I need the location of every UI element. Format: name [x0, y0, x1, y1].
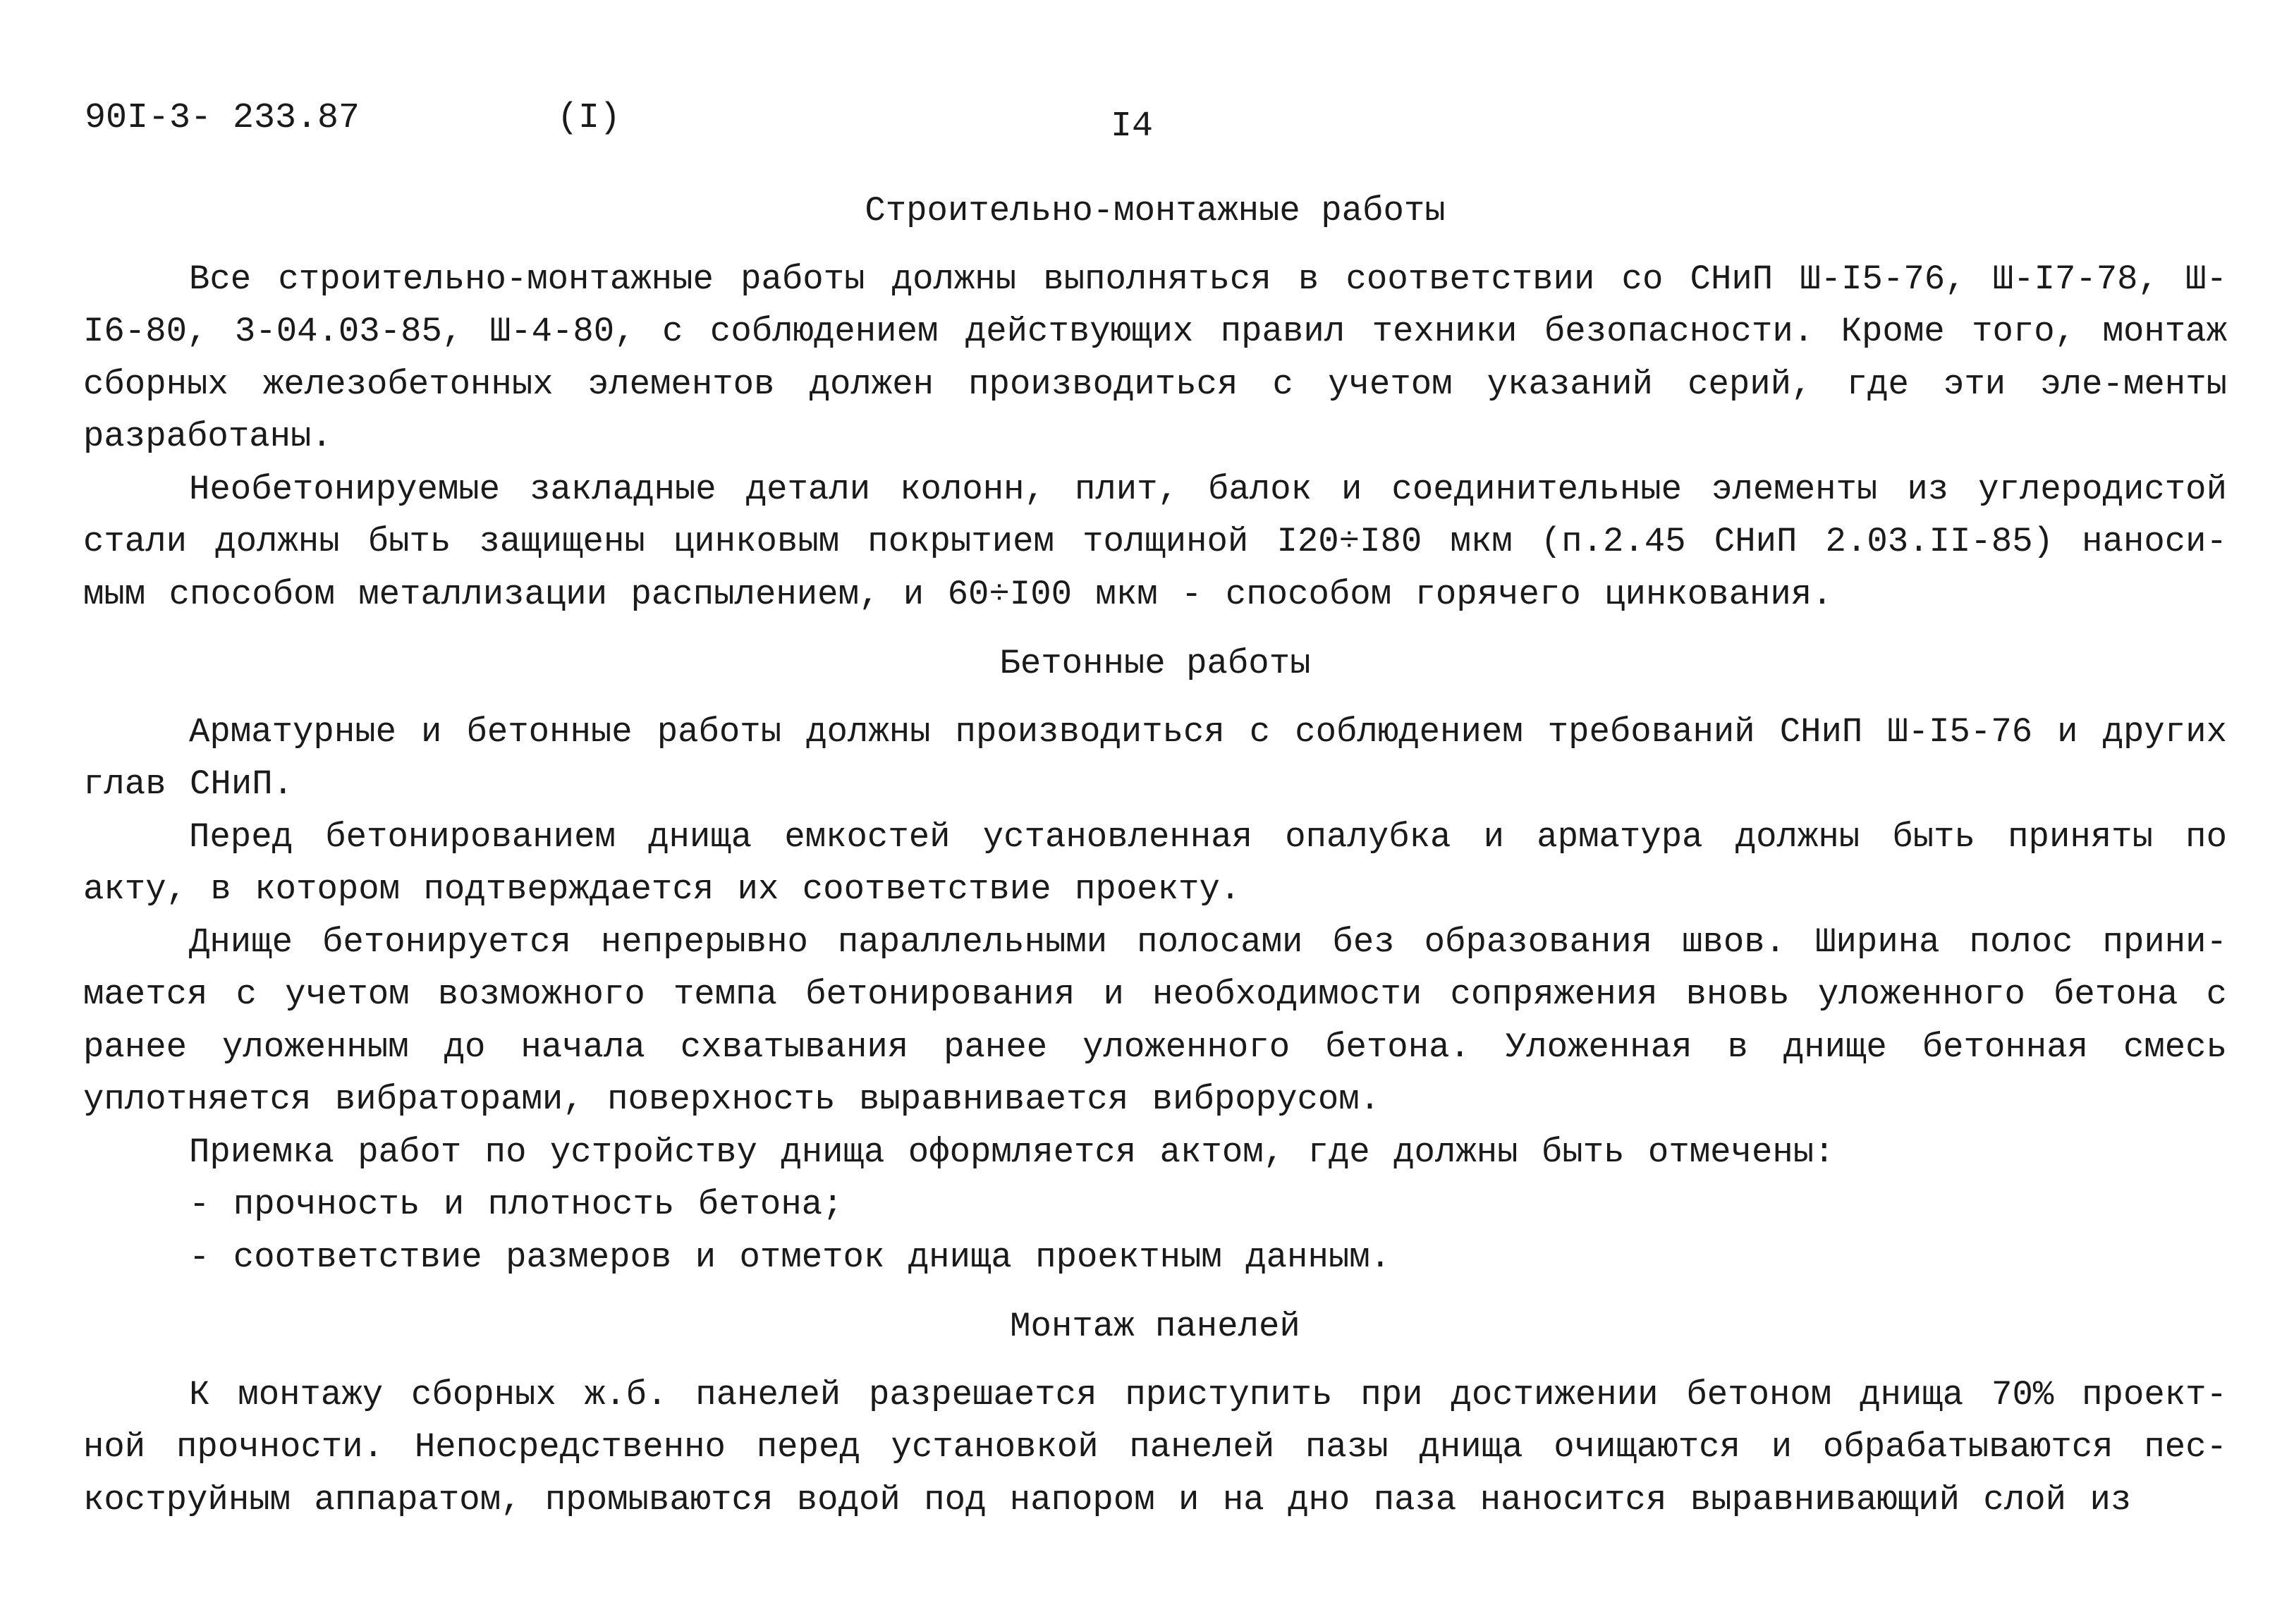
paragraph: Арматурные и бетонные работы должны производиться с соблюдением требований СНиП Ш-I5-76 и других глав СНиП. — [83, 712, 2227, 804]
paragraph: Все строительно-монтажные работы должны выполняться в соответствии со СНиП Ш-I5-76, Ш-I7-78, Ш-I6-80, 3-04.03-85, Ш-4-80, с соблюдением действующих правил техники безопасности. Кроме того, монтаж сборных железобетонных элементов должен производиться с учетом указаний серий, где эти эле-менты разработаны. — [83, 259, 2227, 456]
list-item: - прочность и плотность бетона; — [189, 1185, 843, 1224]
section-heading: Монтаж панелей — [1010, 1307, 1300, 1346]
paragraph: Приемка работ по устройству днища оформляется актом, где должны быть отмечены: — [189, 1132, 1835, 1172]
document-body — [83, 185, 2227, 1543]
section-panel-installation — [83, 1300, 2227, 1526]
paragraph: Перед бетонированием днища емкостей установленная опалубка и арматура должны быть приняты по акту, в котором подтверждается их соответствие проекту. — [83, 817, 2227, 909]
document-code: 90I-3- 233.87 — [85, 98, 360, 138]
paragraph: Днище бетонируется непрерывно параллельными полосами без образования швов. Ширина полос прини-мается с учетом возможного темпа бетонирования и необходимости сопряжения вновь уложенного бетона с ранее уложенным до начала схватывания ранее уложенного бетона. Уложенная в днище бетонная смесь уплотняется вибраторами, поверхность выравнивается виброрусом. — [83, 922, 2227, 1119]
paragraph: Необетонируемые закладные детали колонн, плит, балок и соединительные элементы из углеродистой стали должны быть защищены цинковым покрытием толщиной I20÷I80 мкм (п.2.45 СНиП 2.03.II-85) наноси-мым способом металлизации распылением, и 60÷I00 мкм - способом горячего цинкования. — [83, 469, 2227, 614]
section-heading: Бетонные работы — [999, 644, 1311, 683]
sheet-number: (I) — [557, 98, 621, 138]
paragraph: К монтажу сборных ж.б. панелей разрешается приступить при достижении бетоном днища 70% проект-ной прочности. Непосредственно перед установкой панелей пазы днища очищаются и обрабатываются пес-коструйным аппаратом, промываются водой под напором и на дно паза наносится выравнивающий слой из — [83, 1374, 2227, 1520]
section-concrete-works — [83, 637, 2227, 1283]
list-item: - соответствие размеров и отметок днища проектным данным. — [189, 1237, 1391, 1277]
page-number: I4 — [1111, 106, 1154, 147]
section-construction-installation — [83, 185, 2227, 621]
section-heading: Строительно-монтажные работы — [865, 191, 1446, 231]
